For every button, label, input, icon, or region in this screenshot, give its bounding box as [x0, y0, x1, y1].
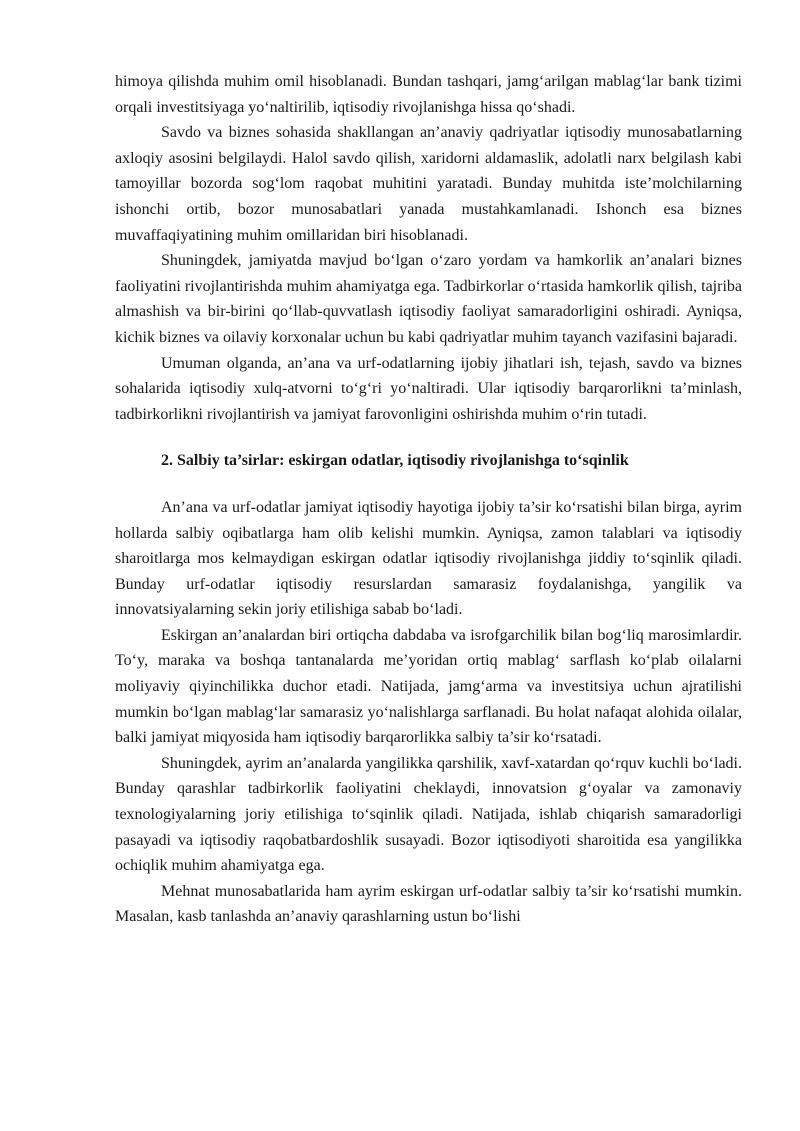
paragraph: Shuningdek, jamiyatda mavjud bo‘lgan o‘zaro yordam va hamkorlik an’analari biznes faoliyatini rivojlantirishda muhim ahamiyatga ega. Tadbirkorlar o‘rtasida hamkorlik qilish, tajriba almashish va bir-birini qo‘llab-quvvatlash iqtisodiy faoliyat samaradorligini oshiradi. Ayniqsa, kichik biznes va oilaviy korxonalar uchun bu kabi qadriyatlar muhim tayanch vazifasini bajaradi.	[115, 252, 742, 346]
paragraph: Savdo va biznes sohasida shakllangan an’anaviy qadriyatlar iqtisodiy munosabatlarning axloqiy asosini belgilaydi. Halol savdo qilish, xaridorni aldamaslik, adolatli narx belgilash kabi tamoyillar bozorda sog‘lom raqobat muhitini yaratadi. Bunday muhitda iste’molchilarning ishonchi ortib, bozor munosabatlari yanada mustahkamlanadi. Ishonch esa biznes muvaffaqiyatining muhim omillaridan biri hisoblanadi.	[115, 124, 742, 244]
paragraph: Shuningdek, ayrim an’analarda yangilikka qarshilik, xavf-xatardan qo‘rquv kuchli bo‘ladi. Bunday qarashlar tadbirkorlik faoliyatini cheklaydi, innovatsion g‘oyalar va zamonaviy texnologiyalarning joriy etilishiga to‘sqinlik qiladi. Natijada, ishlab chiqarish samaradorligi pasayadi va iqtisodiy raqobatbardoshlik susayadi. Bozor iqtisodiyoti sharoitida esa yangilikka ochiqlik muhim ahamiyatga ega.	[115, 754, 742, 875]
section-heading: 2. Salbiy ta’sirlar: eskirgan odatlar, iqtisodiy rivojlanishga to‘sqinlik	[161, 452, 629, 470]
paragraph: himoya qilishda muhim omil hisoblanadi. Bundan tashqari, jamg‘arilgan mablag‘lar bank tizimi orqali investitsiyaga yo‘naltirilib, iqtisodiy rivojlanishga hissa qo‘shadi.	[115, 73, 742, 116]
paragraph: An’ana va urf-odatlar jamiyat iqtisodiy hayotiga ijobiy ta’sir ko‘rsatishi bilan birga, ayrim hollarda salbiy oqibatlarga ham olib kelishi mumkin. Ayniqsa, zamon talablari va iqtisodiy sharoitlarga mos kelmaydigan eskirgan odatlar iqtisodiy rivojlanishga jiddiy to‘sqinlik qiladi. Bunday urf-odatlar iqtisodiy resurslardan samarasiz foydalanishga, yangilik va innovatsiyalarning sekin joriy etilishiga sabab bo‘ladi.	[115, 498, 742, 619]
paragraph: Eskirgan an’analardan biri ortiqcha dabdaba va isrofgarchilik bilan bog‘liq marosimlardir. To‘y, maraka va boshqa tantanalarda me’yoridan ortiq mablag‘ sarflash ko‘plab oilalarni moliyaviy qiyinchilikka duchor etadi. Natijada, jamg‘arma va investitsiya uchun ajratilishi mumkin bo‘lgan mablag‘lar samarasiz yo‘nalishlarga sarflanadi. Bu holat nafaqat alohida oilalar, balki jamiyat miqyosida ham iqtisodiy barqarorlikka salbiy ta’sir ko‘rsatadi.	[115, 626, 742, 747]
paragraph: Mehnat munosabatlarida ham ayrim eskirgan urf-odatlar salbiy ta’sir ko‘rsatishi mumkin. Masalan, kasb tanlashda an’anaviy qarashlarning ustun bo‘lishi	[115, 882, 742, 926]
paragraph: Umuman olganda, an’ana va urf-odatlarning ijobiy jihatlari ish, tejash, savdo va biznes sohalarida iqtisodiy xulq-atvorni to‘g‘ri yo‘naltiradi. Ular iqtisodiy barqarorlikni ta’minlash, tadbirkorlikni rivojlantirish va jamiyat farovonligini oshirishda muhim o‘rin tutadi.	[115, 354, 742, 423]
document-page	[115, 69, 742, 930]
